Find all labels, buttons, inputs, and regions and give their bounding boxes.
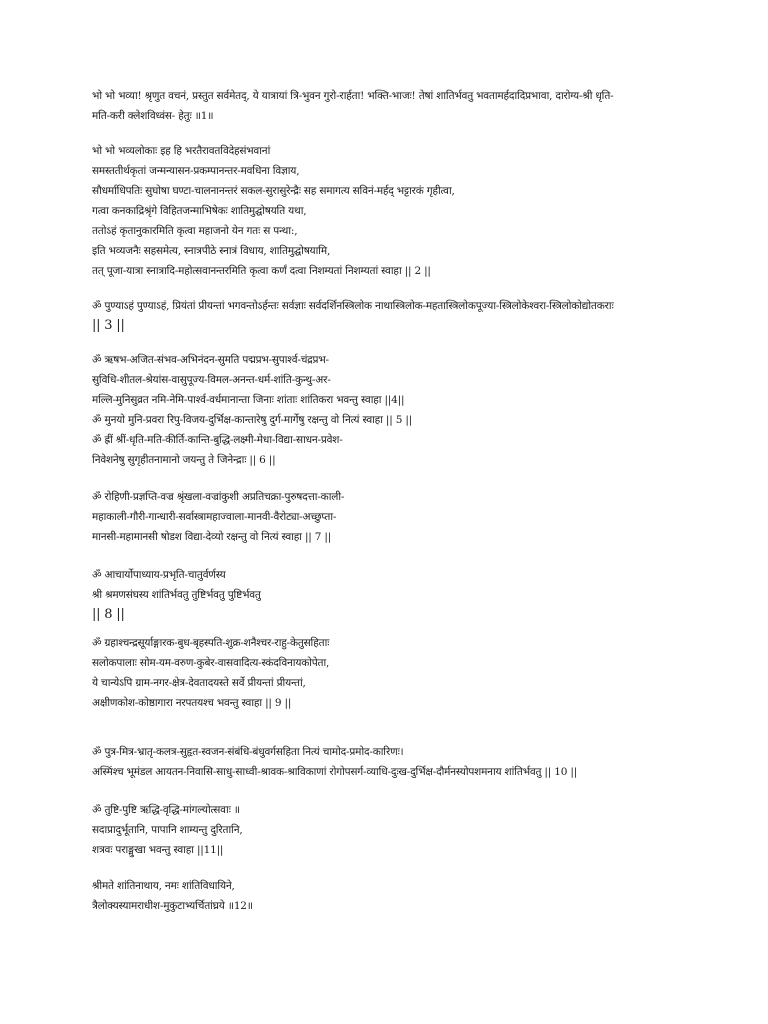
verse-10: [92, 742, 692, 782]
verse-line: त्रैलोक्यस्यामराधीश-मुकुटाभ्यर्चितांघ्रये ॥12॥: [92, 900, 253, 912]
verse-line: सौधर्माधिपतिः सुघोषा घण्टा-चालनानन्तरं सकल-सुरासुरेन्द्रैः सह समागत्य सविनं-मर्हद् भट्टारकं गृहीत्वा,: [92, 185, 455, 197]
verse-line: सुविधि-शीतल-श्रेयांस-वासुपूज्य-विमल-अनन्त-धर्म-शांति-कुन्थु-अर-: [92, 374, 331, 386]
verse-line: श्री श्रमणसंघस्य शांतिर्भवतु तुष्टिर्भवतु पुष्टिर्भवतु: [92, 589, 261, 601]
verse-line: ॐ पुण्याऽहं पुण्याऽहं, प्रियंतां प्रीयन्तां भगवन्तोऽर्हन्तः सर्वज्ञाः सर्वदर्शिनस्त्रिलोक नाथास्त्रिलोक-महतास्त्रिलोकपूज्या-स्त्रिलोकेश्वरा-स्त्रिलोकोद्योतकराः: [92, 300, 614, 312]
verse-line: भो भो भव्या! श्रृणुत वचनं, प्रस्तुत सर्वमेतद्, ये यात्रायां त्रि-भुवन गुरो-रार्हता! भक्ति-भाजः! तेषां शातिर्भवतु भवतामर्हदादिप्रभावा, दारोग्य-श्री धृति-: [92, 90, 614, 102]
verse-line: मति-करी क्लेशविध्वंस- हेतुः ॥1॥: [92, 110, 214, 122]
verse-line: अक्षीणकोश-कोष्ठागारा नरपतयश्च भवन्तु स्वाहा || 9 ||: [92, 697, 292, 709]
verse-line: शत्रवः पराङ्मुखा भवन्तु स्वाहा ||11||: [92, 844, 224, 856]
verse-line: समस्ततीर्थकृतां जन्मन्यासन-प्रकम्पानन्तर-मवधिना विज्ञाय,: [92, 165, 300, 177]
verse-line: अस्मिंश्च भूमंडल आयतन-निवासि-साधु-साध्वी-श्रावक-श्राविकाणां रोगोपसर्ग-व्याधि-दुःख-दुर्भिक्ष-दौर्मनस्योपशमनाय शांतिर्भवतु || 10 ||: [92, 766, 578, 778]
verse-9: [92, 633, 692, 713]
verse-11: [92, 800, 692, 860]
verse-3: [92, 296, 692, 336]
verse-line: मल्लि-मुनिसुव्रत नमि-नेमि-पार्श्व-वर्धमानान्ता जिनाः शांताः शांतिकरा भवन्तु स्वाहा ||4||: [92, 394, 405, 406]
verse-4-6: [92, 350, 692, 470]
verse-line: ॐ ऋषभ-अजित-संभव-अभिनंदन-सुमति पद्मप्रभ-सुपार्श्व-चंद्रप्रभ-: [92, 354, 329, 366]
verse-line: ततोऽहं कृतानुकारमिति कृत्वा महाजनो येन गतः स पन्था:,: [92, 225, 298, 237]
verse-line: सलोकपालाः सोम-यम-वरुण-कुबेर-वासवादित्य-स्कंदविनायकोपेता,: [92, 657, 330, 669]
verse-line: गत्वा कनकाद्रिश्रृंगे विहितजन्माभिषेकः शातिमुद्घोषयति यथा,: [92, 205, 307, 217]
verse-line: इति भव्यजनैः सहसमेत्य, स्नात्रपीठे स्नात्रं विधाय, शातिमुद्घोषयामि,: [92, 245, 331, 257]
verse-line: सदाप्रादुर्भूतानि, पापानि शाम्यन्तु दुरितानि,: [92, 824, 243, 836]
verse-line: || 3 ||: [92, 318, 125, 333]
verse-line: ॐ ह्रीं श्रीं-धृति-मति-कीर्ति-कान्ति-बुद्धि-लक्ष्मी-मेधा-विद्या-साधन-प्रवेश-: [92, 434, 343, 446]
verse-line: निवेशनेषु सुगृहीतनामानो जयन्तु ते जिनेन्द्राः || 6 ||: [92, 454, 276, 466]
verse-line: ये चान्येऽपि ग्राम-नगर-क्षेत्र-देवतादयस्ते सर्वे प्रीयन्तां प्रीयन्तां,: [92, 677, 306, 689]
verse-line: तत् पूजा-यात्रा स्नात्रादि-महोत्सवानन्तरमिति कृत्वा कर्णं दत्वा निशम्यतां निशम्यतां स्वाहा || 2 ||: [92, 265, 431, 277]
verse-line: ॐ मुनयो मुनि-प्रवरा रिपु-विजय-दुर्भिक्ष-कान्तारेषु दुर्ग-मार्गेषु रक्षन्तु वो नित्यं स्वाहा || 5 ||: [92, 414, 413, 426]
verse-1: [92, 86, 692, 126]
verse-line: महाकाली-गौरी-गान्धारी-सर्वास्त्रामहाज्वाला-मानवी-वैरोट्या-अच्छुप्ता-: [92, 511, 337, 523]
verse-12: [92, 876, 692, 916]
verse-line: ॐ आचार्योपाध्याय-प्रभृति-चातुर्वर्णस्य: [92, 569, 226, 581]
verse-line: ॐ पुत्र-मित्र-भ्रातृ-कलत्र-सुहृत-स्वजन-संबंधि-बंधुवर्गसहिता नित्यं चामोद-प्रमोद-कारिणः।: [92, 746, 404, 758]
verse-line: ॐ ग्रहाश्चन्द्रसूर्याङ्गारक-बुध-बृहस्पति-शुक्र-शनैश्चर-राहु-केतुसहिताः: [92, 637, 330, 649]
verse-8: [92, 565, 692, 625]
verse-line: मानसी-महामानसी षोडश विद्या-देव्यो रक्षन्तु वो नित्यं स्वाहा || 7 ||: [92, 531, 332, 543]
verse-line: भो भो भव्यलोकाः इह हि भरतैरावतविदेहसंभवानां: [92, 145, 271, 157]
verse-line: || 8 ||: [92, 607, 125, 622]
verse-2: [92, 141, 692, 281]
verse-7: [92, 487, 692, 547]
verse-line: श्रीमते शांतिनाथाय, नमः शांतिविधायिने,: [92, 880, 235, 892]
verse-line: ॐ रोहिणी-प्रज्ञप्ति-वज्र श्रृंखला-वज्रांकुशी अप्रतिचक्रा-पुरुषदत्ता-काली-: [92, 491, 345, 503]
verse-line: ॐ तुष्टि-पुष्टि ऋद्धि-वृद्धि-मांगल्योत्सवाः ॥: [92, 804, 240, 816]
